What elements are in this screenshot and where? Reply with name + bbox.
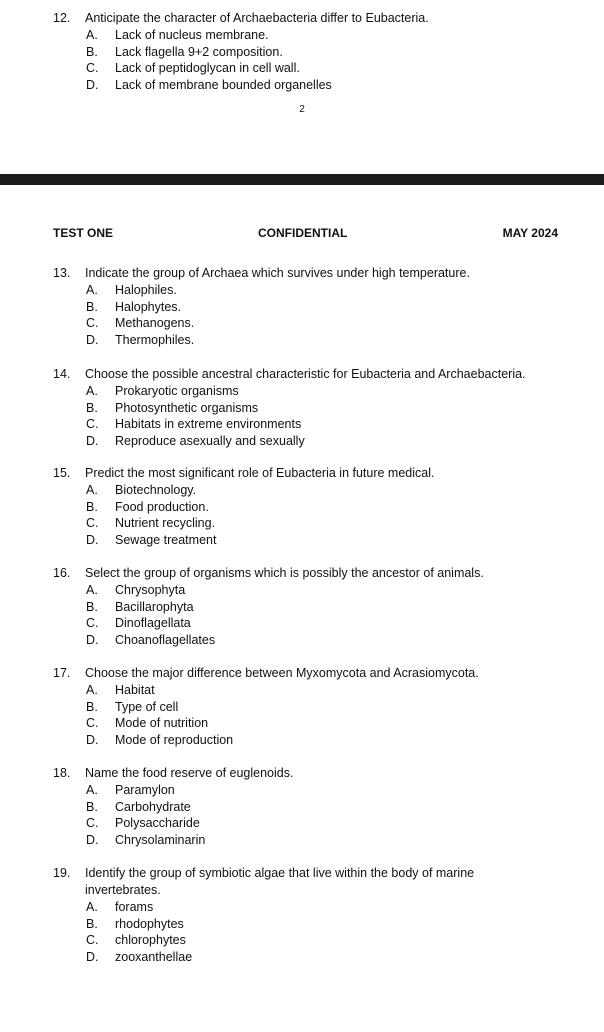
option-text: Lack of membrane bounded organelles xyxy=(115,77,332,92)
option-letter: A. xyxy=(86,28,98,42)
question-stem xyxy=(53,765,593,782)
question-number: 16. xyxy=(53,566,71,580)
option-text: Methanogens. xyxy=(115,316,195,330)
option-a xyxy=(53,899,513,916)
option-text: Prokaryotic organisms xyxy=(115,384,239,398)
option-letter: D. xyxy=(86,532,99,547)
question-number: 14. xyxy=(53,367,71,381)
option-a xyxy=(53,282,593,299)
option-a xyxy=(53,383,593,400)
option-b xyxy=(53,44,593,61)
option-letter: B. xyxy=(86,299,98,314)
option-b xyxy=(53,299,593,316)
header-test-one: TEST ONE xyxy=(53,226,114,240)
question-stem xyxy=(53,565,593,582)
question-number: 12. xyxy=(53,11,71,25)
option-c xyxy=(53,60,593,77)
option-letter: D. xyxy=(86,632,99,647)
option-text: zooxanthellae xyxy=(115,949,193,964)
question-15 xyxy=(53,465,593,548)
option-text: Halophiles. xyxy=(115,283,177,297)
option-a xyxy=(53,27,593,44)
option-text: Habitats in extreme environments xyxy=(115,417,302,431)
question-13 xyxy=(53,265,593,348)
option-letter: A. xyxy=(86,783,98,797)
question-text: Anticipate the character of Archaebacteria differ to Eubacteria. xyxy=(85,11,429,25)
option-letter: D. xyxy=(86,832,99,847)
question-stem xyxy=(53,465,593,482)
question-18 xyxy=(53,765,593,848)
page-number: 2 xyxy=(299,104,305,115)
option-letter: C. xyxy=(86,417,99,431)
option-text: Lack of peptidoglycan in cell wall. xyxy=(115,61,300,75)
question-text: Choose the major difference between Myxomycota and Acrasiomycota. xyxy=(85,666,479,680)
option-b xyxy=(53,799,593,816)
option-letter: D. xyxy=(86,949,99,964)
option-text: Mode of reproduction xyxy=(115,732,234,747)
option-b xyxy=(53,499,593,516)
option-c xyxy=(53,932,513,949)
option-text: Nutrient recycling. xyxy=(115,516,216,530)
question-19 xyxy=(53,865,513,965)
option-letter: A. xyxy=(86,283,98,297)
option-text: Paramylon xyxy=(115,783,175,797)
option-letter: D. xyxy=(86,332,99,347)
question-number: 17. xyxy=(53,666,71,680)
page-divider xyxy=(0,174,604,185)
option-d xyxy=(53,532,593,549)
option-letter: A. xyxy=(86,683,98,697)
option-text: Carbohydrate xyxy=(115,799,191,814)
option-a xyxy=(53,682,593,699)
question-stem xyxy=(53,366,593,383)
option-letter: B. xyxy=(86,499,98,514)
option-b xyxy=(53,599,593,616)
option-c xyxy=(53,815,593,832)
option-text: Choanoflagellates xyxy=(115,632,216,647)
option-letter: B. xyxy=(86,699,98,714)
option-text: Bacillarophyta xyxy=(115,599,194,614)
option-text: Polysaccharide xyxy=(115,816,200,830)
option-c xyxy=(53,315,593,332)
option-text: Photosynthetic organisms xyxy=(115,400,259,415)
option-text: forams xyxy=(115,900,154,914)
option-b xyxy=(53,916,513,933)
question-12 xyxy=(53,10,593,93)
option-c xyxy=(53,515,593,532)
option-letter: B. xyxy=(86,916,98,931)
question-number: 18. xyxy=(53,766,71,780)
question-number: 19. xyxy=(53,866,71,880)
option-b xyxy=(53,400,593,417)
question-text: Predict the most significant role of Eubacteria in future medical. xyxy=(85,466,435,480)
option-text: Reproduce asexually and sexually xyxy=(115,433,305,448)
question-text: Identify the group of symbiotic algae that live within the body of marine invertebrates. xyxy=(85,866,475,897)
option-d xyxy=(53,949,513,966)
option-text: Food production. xyxy=(115,499,209,514)
header-confidential: CONFIDENTIAL xyxy=(258,226,348,240)
option-letter: C. xyxy=(86,933,99,947)
question-number: 13. xyxy=(53,266,71,280)
question-stem xyxy=(53,865,513,899)
option-d xyxy=(53,632,593,649)
option-d xyxy=(53,732,593,749)
option-c xyxy=(53,715,593,732)
option-letter: D. xyxy=(86,77,99,92)
option-d xyxy=(53,77,593,94)
option-text: Chrysolaminarin xyxy=(115,832,206,847)
question-text: Choose the possible ancestral characteristic for Eubacteria and Archaebacteria. xyxy=(85,367,526,381)
option-letter: C. xyxy=(86,516,99,530)
option-text: Biotechnology. xyxy=(115,483,197,497)
option-letter: A. xyxy=(86,900,98,914)
question-14 xyxy=(53,366,593,449)
question-stem xyxy=(53,665,593,682)
option-letter: C. xyxy=(86,316,99,330)
question-17 xyxy=(53,665,593,748)
option-letter: A. xyxy=(86,483,98,497)
header-date: MAY 2024 xyxy=(502,226,558,240)
option-text: Mode of nutrition xyxy=(115,716,209,730)
question-number: 15. xyxy=(53,466,71,480)
option-b xyxy=(53,699,593,716)
question-16 xyxy=(53,565,593,648)
option-letter: C. xyxy=(86,61,99,75)
option-letter: A. xyxy=(86,384,98,398)
option-letter: C. xyxy=(86,616,99,630)
option-letter: A. xyxy=(86,583,98,597)
option-d xyxy=(53,332,593,349)
option-letter: C. xyxy=(86,816,99,830)
question-text: Name the food reserve of euglenoids. xyxy=(85,766,294,780)
option-text: Lack of nucleus membrane. xyxy=(115,28,269,42)
option-text: Habitat xyxy=(115,683,155,697)
option-d xyxy=(53,433,593,450)
option-letter: B. xyxy=(86,799,98,814)
option-text: Dinoflagellata xyxy=(115,616,191,630)
option-a xyxy=(53,482,593,499)
option-a xyxy=(53,582,593,599)
option-c xyxy=(53,615,593,632)
option-text: Sewage treatment xyxy=(115,532,217,547)
option-text: Halophytes. xyxy=(115,299,182,314)
option-d xyxy=(53,832,593,849)
option-c xyxy=(53,416,593,433)
question-text: Select the group of organisms which is possibly the ancestor of animals. xyxy=(85,566,484,580)
option-letter: B. xyxy=(86,400,98,415)
option-text: rhodophytes xyxy=(115,916,184,931)
option-text: chlorophytes xyxy=(115,933,186,947)
option-letter: B. xyxy=(86,44,98,59)
question-stem xyxy=(53,265,593,282)
question-stem xyxy=(53,10,593,27)
option-letter: B. xyxy=(86,599,98,614)
option-text: Chrysophyta xyxy=(115,583,186,597)
option-letter: D. xyxy=(86,732,99,747)
option-text: Thermophiles. xyxy=(115,332,195,347)
question-text: Indicate the group of Archaea which survives under high temperature. xyxy=(85,266,470,280)
option-text: Lack flagella 9+2 composition. xyxy=(115,44,283,59)
option-text: Type of cell xyxy=(115,699,179,714)
option-letter: C. xyxy=(86,716,99,730)
option-a xyxy=(53,782,593,799)
option-letter: D. xyxy=(86,433,99,448)
